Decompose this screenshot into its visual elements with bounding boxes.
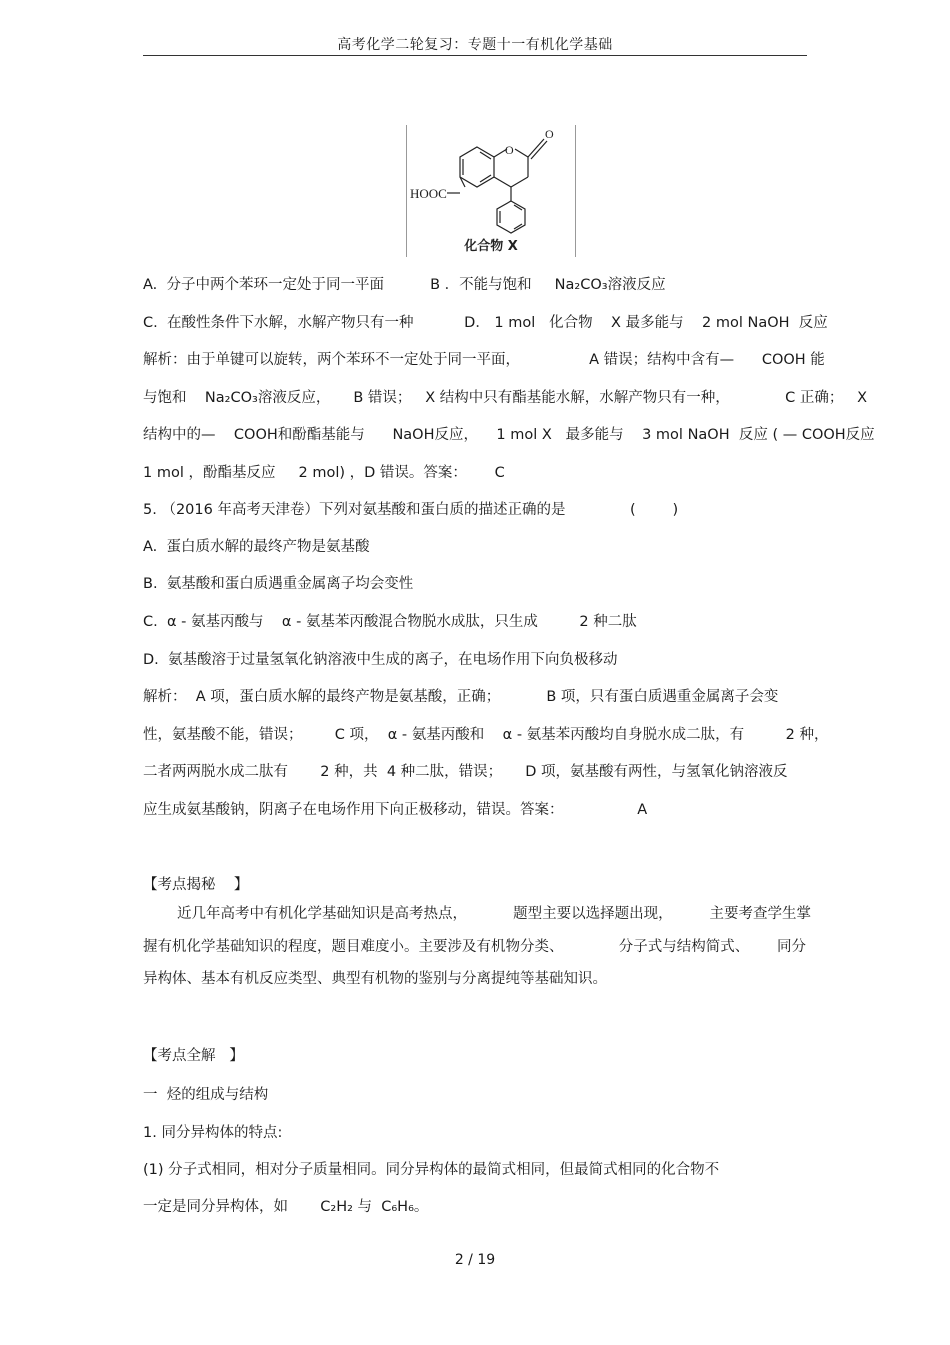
q5-analysis-1: 解析： A 项，蛋白质水解的最终产物是氨基酸，正确； B 项，只有蛋白质遇重金属离子会变 xyxy=(143,689,779,705)
section-heading-kaodian-jiemi: 【考点揭秘 】 xyxy=(143,877,249,893)
q5-analysis-2: 性，氨基酸不能，错误； C 项， α - 氨基丙酸和 α - 氨基苯丙酸均自身脱水成二肽，有 2 种， xyxy=(143,727,829,743)
ring-oxygen-label: O xyxy=(505,143,514,157)
analysis-line-1: 解析：由于单键可以旋转，两个苯环不一定处于同一平面， A 错误；结构中含有— COOH 能 xyxy=(143,352,825,368)
item-isomers-point-1-cont: 一定是同分异构体，如 C₂H₂ 与 C₆H₆。 xyxy=(143,1199,429,1215)
analysis-line-4: 1 mol ，酚酯基反应 2 mol) ，D 错误。答案： C xyxy=(143,465,505,481)
figure-caption: 化合物 X xyxy=(464,239,518,254)
structure-drawing xyxy=(407,125,575,257)
section-paragraph-1: 近几年高考中有机化学基础知识是高考热点， 题型主要以选择题出现， 主要考查学生掌 xyxy=(177,906,811,922)
q5-analysis-3: 二者两两脱水成二肽有 2 种，共 4 种二肽，错误； D 项，氨基酸有两性，与氢氧化钠溶液反 xyxy=(143,764,788,780)
item-isomers: 1. 同分异构体的特点: xyxy=(143,1125,283,1141)
subheading-hydrocarbons: 一 烃的组成与结构 xyxy=(143,1087,269,1103)
section-paragraph-2: 握有机化学基础知识的程度，题目难度小。主要涉及有机物分类、 分子式与结构简式、 同分 xyxy=(143,939,806,955)
q5-option-c: C. α - 氨基丙酸与 α - 氨基苯丙酸混合物脱水成肽，只生成 2 种二肽 xyxy=(143,614,637,630)
q5-option-a: A. 蛋白质水解的最终产物是氨基酸 xyxy=(143,539,370,555)
page-header-title: 高考化学二轮复习：专题十一有机化学基础 xyxy=(337,37,613,53)
item-isomers-point-1: (1) 分子式相同，相对分子质量相同。同分异构体的最简式相同，但最简式相同的化合物不 xyxy=(143,1162,720,1178)
page-number: 2 / 19 xyxy=(454,1252,496,1268)
question-5: 5. （2016 年高考天津卷）下列对氨基酸和蛋白质的描述正确的是 ( ) xyxy=(143,502,679,518)
phenyl-ring xyxy=(497,201,525,233)
section-paragraph-3: 异构体、基本有机反应类型、典型有机物的鉴别与分离提纯等基础知识。 xyxy=(143,971,607,987)
analysis-line-3: 结构中的— COOH和酚酯基能与 NaOH反应， 1 mol X 最多能与 3 mol NaOH 反应 ( — COOH反应 xyxy=(143,427,875,443)
compound-x-structure xyxy=(406,125,576,257)
q5-option-d: D. 氨基酸溶于过量氢氧化钠溶液中生成的离子，在电场作用下向负极移动 xyxy=(143,652,618,668)
q5-option-b: B. 氨基酸和蛋白质遇重金属离子均会变性 xyxy=(143,576,414,592)
benzene-ring xyxy=(460,147,494,187)
analysis-line-2: 与饱和 Na₂CO₃溶液反应， B 错误； X 结构中只有酯基能水解，水解产物只有一种， C 正确； X xyxy=(143,390,868,406)
q5-analysis-4: 应生成氨基酸钠，阴离子在电场作用下向正极移动，错误。答案： A xyxy=(143,802,648,818)
hooc-label: HOOC xyxy=(410,186,447,201)
carbonyl-oxygen-label: O xyxy=(545,127,554,141)
option-c-d: C. 在酸性条件下水解，水解产物只有一种 D． 1 mol 化合物 X 最多能与 2 mol NaOH 反应 xyxy=(143,315,828,331)
section-heading-kaodian-quanjie: 【考点全解 】 xyxy=(143,1048,244,1064)
header-rule xyxy=(143,55,807,56)
option-a-b: A. 分子中两个苯环一定处于同一平面 B ．不能与饱和 Na₂CO₃溶液反应 xyxy=(143,277,666,293)
